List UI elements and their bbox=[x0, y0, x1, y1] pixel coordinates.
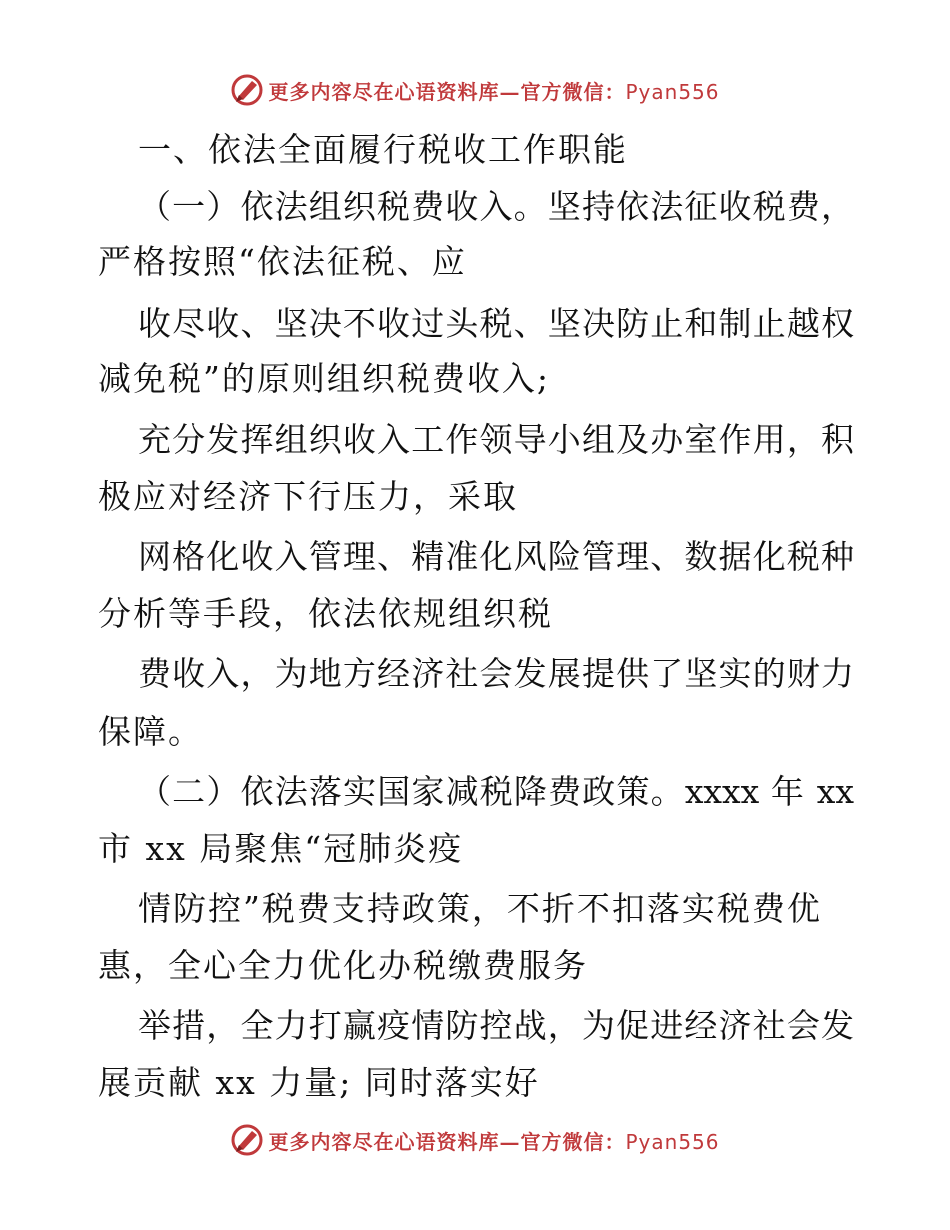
paragraph-line: （二）依法落实国家减税降费政策。xxxx 年 xx bbox=[138, 772, 854, 811]
paragraph-line: 严格按照“依法征税、应 bbox=[98, 242, 467, 281]
paragraph-line: 市 xx 局聚焦“冠肺炎疫 bbox=[98, 829, 464, 868]
paragraph-line: 网格化收入管理、精准化风险管理、数据化税种 bbox=[138, 537, 854, 576]
paragraph-line: 充分发挥组织收入工作领导小组及办室作用，积 bbox=[138, 420, 854, 459]
pen-logo-icon bbox=[230, 1123, 264, 1157]
paragraph-line: 情防控”税费支持政策，不折不扣落实税费优 bbox=[138, 889, 822, 928]
paragraph-line: 收尽收、坚决不收过头税、坚决防止和制止越权 bbox=[138, 304, 854, 343]
section-heading: 一、依法全面履行税收工作职能 bbox=[138, 130, 628, 169]
watermark-text: 更多内容尽在心语资料库—官方微信：Pyan556 bbox=[268, 79, 720, 104]
paragraph-line: （一）依法组织税费收入。坚持依法征收税费， bbox=[138, 187, 854, 226]
paragraph-line: 举措，全力打赢疫情防控战，为促进经济社会发 bbox=[138, 1006, 854, 1045]
watermark-banner-bottom bbox=[0, 1120, 950, 1160]
watermark-banner-top bbox=[0, 70, 950, 110]
paragraph-line: 减免税”的原则组织税费收入; bbox=[98, 359, 550, 398]
paragraph-line: 极应对经济下行压力，采取 bbox=[98, 477, 518, 516]
watermark-text: 更多内容尽在心语资料库—官方微信：Pyan556 bbox=[268, 1129, 720, 1154]
paragraph-line: 展贡献 xx 力量; 同时落实好 bbox=[98, 1063, 540, 1102]
paragraph-line: 惠，全心全力优化办税缴费服务 bbox=[98, 946, 588, 985]
paragraph-line: 分析等手段，依法依规组织税 bbox=[98, 594, 553, 633]
paragraph-line: 费收入，为地方经济社会发展提供了坚实的财力 bbox=[138, 654, 854, 693]
paragraph-line: 保障。 bbox=[98, 712, 203, 751]
pen-logo-icon bbox=[230, 73, 264, 107]
